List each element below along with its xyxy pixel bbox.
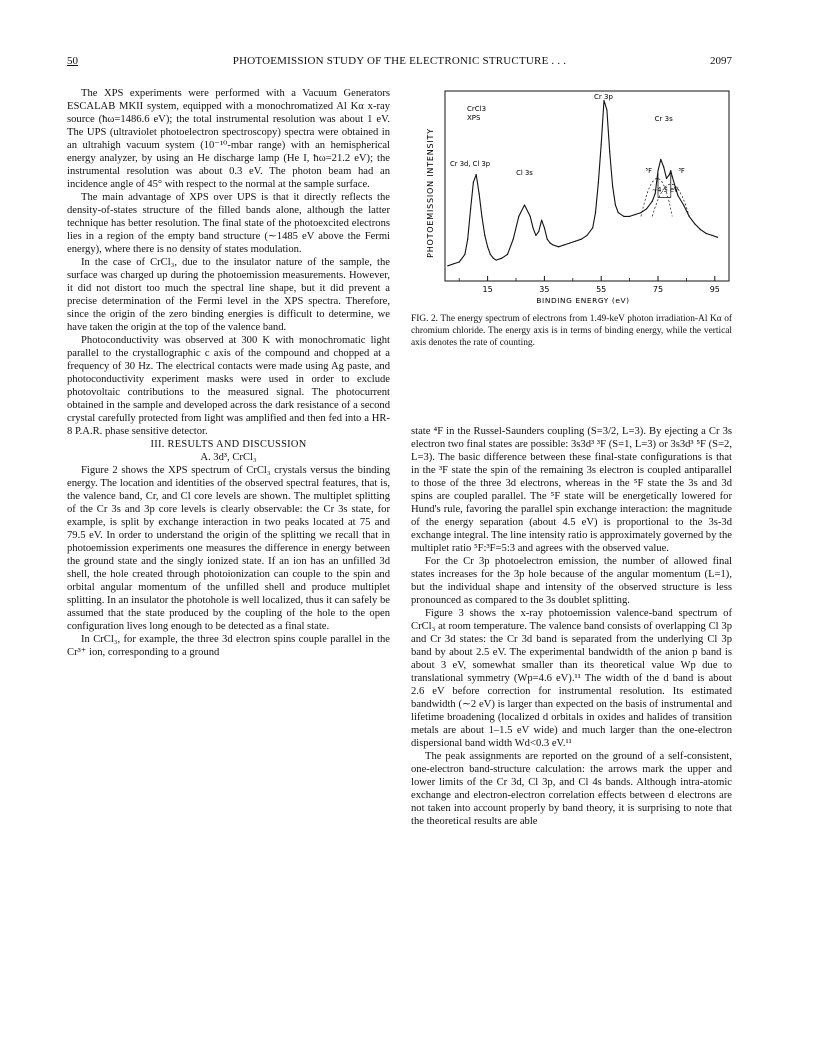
data-point xyxy=(518,216,519,217)
data-point xyxy=(666,178,667,179)
data-point xyxy=(670,170,671,171)
data-point xyxy=(669,174,670,175)
data-point xyxy=(501,258,502,259)
section-heading: III. RESULTS AND DISCUSSION xyxy=(150,439,307,450)
cl3s-peak-label: Cl 3s xyxy=(516,169,533,177)
x-tick-label: 35 xyxy=(539,285,550,294)
paragraph: The peak assignments are reported on the ground of a self-consistent, one-electron band-structure calculation: the arrows mark the upper and lower limits of the Cr 3d, Cl 3p, and Cl 4s bands. Although intra-atomic exchange and electron-electron correlation effects between d electrons are not taken into account properly by band theory, it is surprising to note that the theoretical results are able xyxy=(411,751,732,827)
data-point xyxy=(479,193,480,194)
cr3s-peak-label: Cr 3s xyxy=(654,115,673,123)
data-point xyxy=(530,216,531,217)
data-point xyxy=(481,216,482,217)
data-point xyxy=(677,195,678,196)
data-point xyxy=(490,254,491,255)
data-point xyxy=(467,239,468,240)
method-label: XPS xyxy=(467,114,481,122)
data-point xyxy=(484,235,485,236)
data-point xyxy=(640,212,641,213)
data-point xyxy=(612,185,613,186)
xps-spectrum-chart xyxy=(411,85,733,310)
paragraph: The XPS experiments were performed with a Vacuum Generators ESCALAB MKII system, equipped with a monochromatized Al Kα x-ray source (ħω=1486.6 eV); the total instrumental resolution was about 1 eV. The UPS (ultraviolet photoelectron spectroscopy) spectra were obtained in an ultrahigh vacuum system (10⁻¹⁰-mbar range) with an hemispherical energy analyzer, by using an He discharge lamp (He I, ħω=21.2 eV); the instrumental resolution was about 0.3 eV. The photon beam had an incidence angle of 45° with respect to the normal at the sample surface. xyxy=(67,88,390,190)
page-number: 50 xyxy=(67,55,78,67)
multiplet-3f-label: ³F xyxy=(678,167,685,175)
data-point xyxy=(459,261,460,262)
data-point xyxy=(660,159,661,160)
plot-frame xyxy=(445,91,729,281)
paragraph: Photoconductivity was observed at 300 K with monochromatic light parallel to the crystallographic c axis of the compound and chopped at a frequency of 30 Hz. The electrical contacts were made using Ag paste, and photoconductivity experiment masks were used in order to exclude photovoltaic contributions to the measured signal. The photocurrent obtained in the sample and developed across the dark resistance of a second crystal carefully protected from light was amplified and then fed into a HR-8 P.A.R. phase sensitive detector. xyxy=(67,335,390,437)
data-point xyxy=(507,254,508,255)
paragraph: Figure 2 shows the XPS spectrum of CrCl₃ crystals versus the binding energy. The location and identities of the observed spectral features, that is, the valence band, Cr, and Cl core levels are shown. The multiplet splitting of the Cr 3s and 3p core levels is clearly observable: the Cr 3s state, for example, is split by exchange interaction in two peaks located at 75 and 79.5 eV. In order to understand the origin of the splitting we recall that in photoemission experiments one measures the difference in energy between the ground state and the singly ionized state. If an ion has an unfilled 3d shell, the hole created through photoionization can couple to the spin and orbital angular momentum of the unfilled shell and produce multiplet splitting. In an insulator the photohole is well localized, thus it can safely be assumed that the state produced by the coupling of the hole to the open configuration lives long enough to be detected as a final state. xyxy=(67,465,390,632)
valence-band-label: Cr 3d, Cl 3p xyxy=(450,160,491,168)
splitting-label: ∼4.5 eV xyxy=(651,186,679,194)
running-title: PHOTOEMISSION STUDY OF THE ELECTRONIC STRUCTURE . . . xyxy=(232,55,567,67)
data-point xyxy=(524,204,525,205)
figure-caption xyxy=(411,313,732,349)
subsection-heading: A. 3d³, CrCl₃ xyxy=(200,452,257,463)
data-point xyxy=(470,208,471,209)
data-point xyxy=(717,237,718,238)
paragraph: In CrCl₃, for example, the three 3d electron spins couple parallel in the Cr³⁺ ion, corresponding to a ground xyxy=(67,634,390,658)
data-point xyxy=(453,263,454,264)
data-point xyxy=(592,227,593,228)
x-tick-label: 75 xyxy=(652,285,664,294)
data-point xyxy=(564,244,565,245)
data-point xyxy=(569,242,570,243)
caption-label: FIG. 2. xyxy=(411,314,439,324)
data-point xyxy=(487,246,488,247)
paragraph: For the Cr 3p photoelectron emission, the number of allowed final states increases for the 3p hole because of the angular momentum (L=1), but the individual shape and intensity of the observed structure is less pronounced as compared to the 3s doublet splitting. xyxy=(411,556,732,606)
data-point xyxy=(606,109,607,110)
data-point xyxy=(598,182,599,183)
splitting-bracket xyxy=(658,194,671,198)
data-point xyxy=(635,214,636,215)
data-point xyxy=(586,235,587,236)
paragraph: Figure 3 shows the x-ray photoemission valence-band spectrum of CrCl₃ at room temperature. The valence band consists of overlapping Cl 3p and Cr 3d states: the Cr 3d band is separated from the underlying Cl 3p band by about 2.5 eV. The experimental bandwidth of the anion p band is about 3 eV, somewhat smaller than its theoretical value Wp due to translational symmetry (Wp=4.6 eV).¹¹ The width of the d band is about 2.6 eV before correction for instrumental resolution. Its estimated bandwidth (∼2 eV) is larger than expected on the basis of instrumental and lifetime broadening (localized d orbitals in oxides and halides of transition metals are about 1–1.5 eV wide) and much larger than the one-electron dispersional band width Wd<0.3 eV.¹¹ xyxy=(411,608,732,749)
caption-text: The energy spectrum of electrons from 1.49-keV photon irradiation-Al Kα of chromium chloride. The energy axis is in terms of binding energy, while the vertical axis denotes the rate of counting. xyxy=(411,314,732,348)
data-point xyxy=(629,216,630,217)
data-point xyxy=(652,201,653,202)
data-point xyxy=(657,170,658,171)
data-point xyxy=(550,242,551,243)
data-point xyxy=(513,239,514,240)
data-point xyxy=(538,231,539,232)
x-axis-label: BINDING ENERGY (eV) xyxy=(536,296,630,305)
data-point xyxy=(552,244,553,245)
cr3p-peak-label: Cr 3p xyxy=(594,93,613,101)
data-point xyxy=(532,227,533,228)
data-point xyxy=(706,233,707,234)
multiplet-5f-label: ⁵F xyxy=(645,167,652,175)
data-point xyxy=(581,239,582,240)
y-axis-label: PHOTOEMISSION INTENSITY xyxy=(426,128,435,258)
x-tick-label: 15 xyxy=(482,285,493,294)
left-column xyxy=(67,87,390,659)
data-point xyxy=(496,260,497,261)
data-point xyxy=(618,212,619,213)
paragraph: The main advantage of XPS over UPS is that it directly reflects the density-of-states structure of the filled bands alone, although the latter technique has better resolution. The final state of the photoexcited electrons lies in a region of the empty band structure (∼1485 eV above the Fermi energy), where there is no density of states modulation. xyxy=(67,192,390,255)
data-point xyxy=(609,151,610,152)
right-column xyxy=(411,425,732,828)
x-tick-label: 55 xyxy=(596,285,607,294)
data-point xyxy=(547,239,548,240)
data-point xyxy=(601,144,602,145)
data-point xyxy=(615,204,616,205)
running-header xyxy=(67,55,732,71)
data-point xyxy=(558,246,559,247)
paragraph: In the case of CrCl₃, due to the insulator nature of the sample, the surface was charged up during the photoemission measurements. However, it did not distort too much the spectral line shape, but it did prevent a precise determination of the Fermi level in the XPS spectra. Therefore, since the origin of the zero binding energies is difficult to determine, we have taken the origin at the top of the valence band. xyxy=(67,257,390,333)
data-point xyxy=(646,208,647,209)
sample-label: CrCl3 xyxy=(467,105,487,113)
spectrum-line xyxy=(448,101,718,266)
data-point xyxy=(672,176,673,177)
data-point xyxy=(541,220,542,221)
paragraph: state ⁴F in the Russel-Saunders coupling (S=3/2, L=3). By ejecting a Cr 3s electron two final states are possible: 3s3d³ ³F (S=1, L=3) or 3s3d³ ⁵F (S=2, L=3). The basic difference between these final-state configurations is that in the ³F state the spin of the remaining 3s electron is coupled antiparallel to those of the three 3d electrons, whereas in the ⁵F state the 3s and 3d spins are coupled parallel. The ⁵F state will be energetically lowered for Hund's rule, favoring the parallel spin exchange interaction: the magnitude of the energy separation (about 4.5 eV) is proportional to the 3s-3d exchange integral. The line intensity ratio is approximately governed by the multiplet ratio ⁵F:³F=5:3 and agrees with the observed value. xyxy=(411,426,732,554)
data-point xyxy=(700,229,701,230)
data-point xyxy=(575,241,576,242)
x-tick-label: 95 xyxy=(709,285,720,294)
data-point xyxy=(476,174,477,175)
data-point xyxy=(683,204,684,205)
data-point xyxy=(473,182,474,183)
data-point xyxy=(595,212,596,213)
figure-2 xyxy=(411,85,733,315)
data-point xyxy=(623,216,624,217)
data-point xyxy=(694,223,695,224)
data-point xyxy=(711,235,712,236)
data-point xyxy=(544,227,545,228)
data-point xyxy=(535,235,536,236)
data-point xyxy=(493,258,494,259)
data-point xyxy=(447,265,448,266)
data-point xyxy=(663,166,664,167)
journal-page-number: 2097 xyxy=(710,55,732,67)
data-point xyxy=(464,254,465,255)
